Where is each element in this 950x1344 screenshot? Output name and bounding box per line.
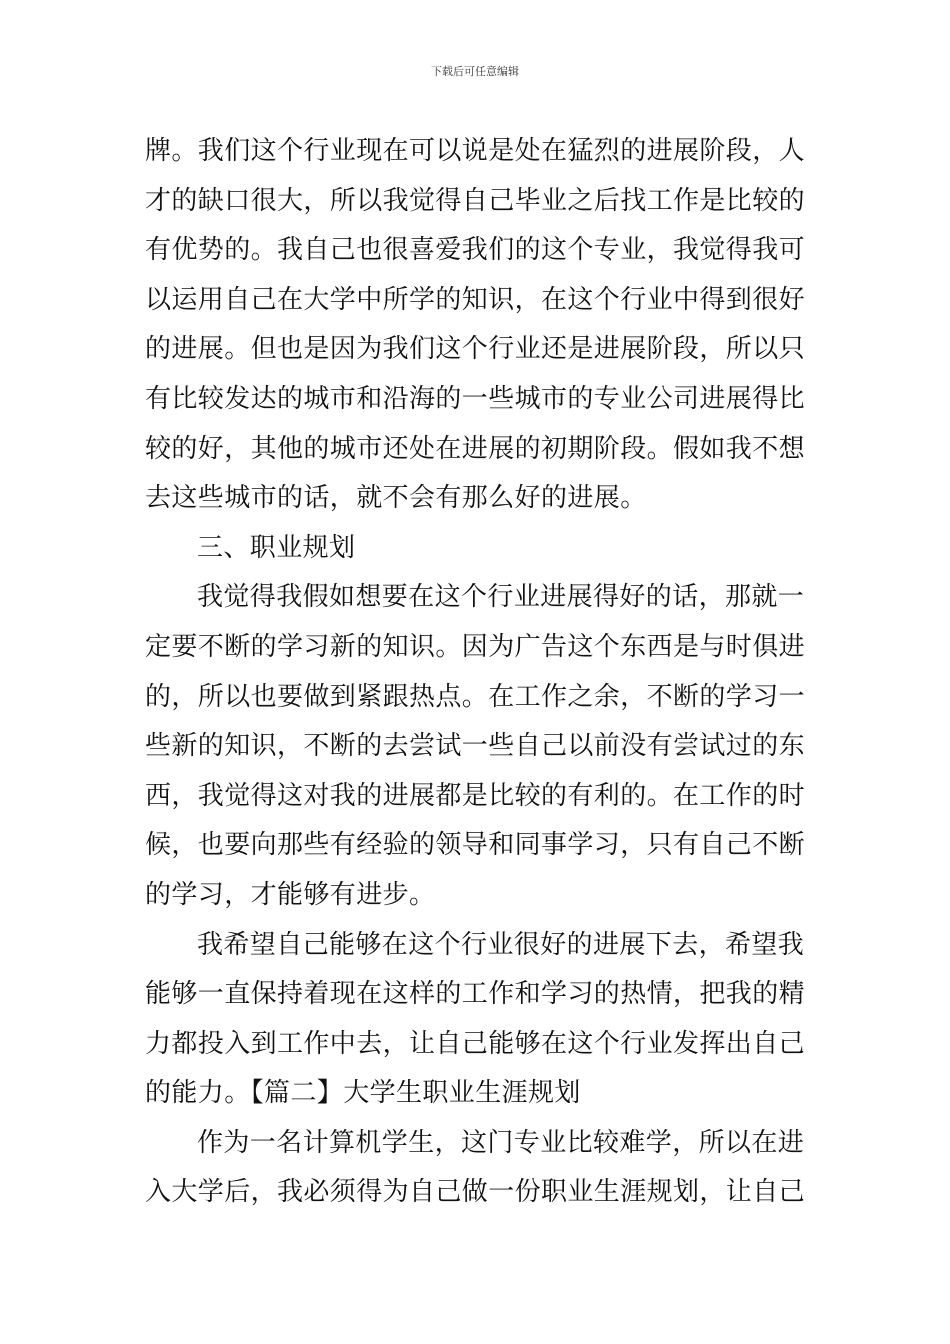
text-line: 有优势的。我自己也很喜爱我们的这个专业，我觉得我可 [145,235,806,266]
text-line: 我希望自己能够在这个行业很好的进展下去，希望我 [197,929,805,960]
text-line: 些新的知识，不断的去尝试一些自己以前没有尝试过的东 [145,731,806,762]
text-line: 的进展。但也是因为我们这个行业还是进展阶段，所以只 [145,334,806,365]
text-line: 有比较发达的城市和沿海的一些城市的专业公司进展得比 [145,383,806,414]
text-line: 较的好，其他的城市还处在进展的初期阶段。假如我不想 [145,433,806,464]
text-line: 定要不断的学习新的知识。因为广告这个东西是与时俱进 [145,631,806,662]
text-line: 西，我觉得这对我的进展都是比较的有利的。在工作的时 [145,780,806,811]
section-heading: 三、职业规划 [197,532,356,563]
text-line: 以运用自己在大学中所学的知识，在这个行业中得到很好 [145,284,806,315]
text-line: 入大学后，我必须得为自己做一份职业生涯规划，让自己 [145,1177,806,1208]
text-line: 能够一直保持着现在这样的工作和学习的热情，把我的精 [145,979,806,1010]
text-line: 我觉得我假如想要在这个行业进展得好的话，那就一 [197,582,805,613]
text-line: 的，所以也要做到紧跟热点。在工作之余，不断的学习一 [145,681,806,712]
text-line: 力都投入到工作中去，让自己能够在这个行业发挥出自己 [145,1028,806,1059]
text-line: 作为一名计算机学生，这门专业比较难学，所以在进 [197,1127,805,1158]
text-line: 的能力。【篇二】大学生职业生涯规划 [145,1078,581,1109]
text-line: 的学习，才能够有进步。 [145,879,436,910]
page-header: 下载后可任意编辑 [431,65,519,78]
text-line: 牌。我们这个行业现在可以说是处在猛烈的进展阶段，人 [145,136,806,166]
text-line: 去这些城市的话，就不会有那么好的进展。 [145,483,647,514]
text-line: 候，也要向那些有经验的领导和同事学习，只有自己不断 [145,830,806,861]
document-body [145,127,815,1218]
text-line: 才的缺口很大，所以我觉得自己毕业之后找工作是比较的 [145,185,806,216]
